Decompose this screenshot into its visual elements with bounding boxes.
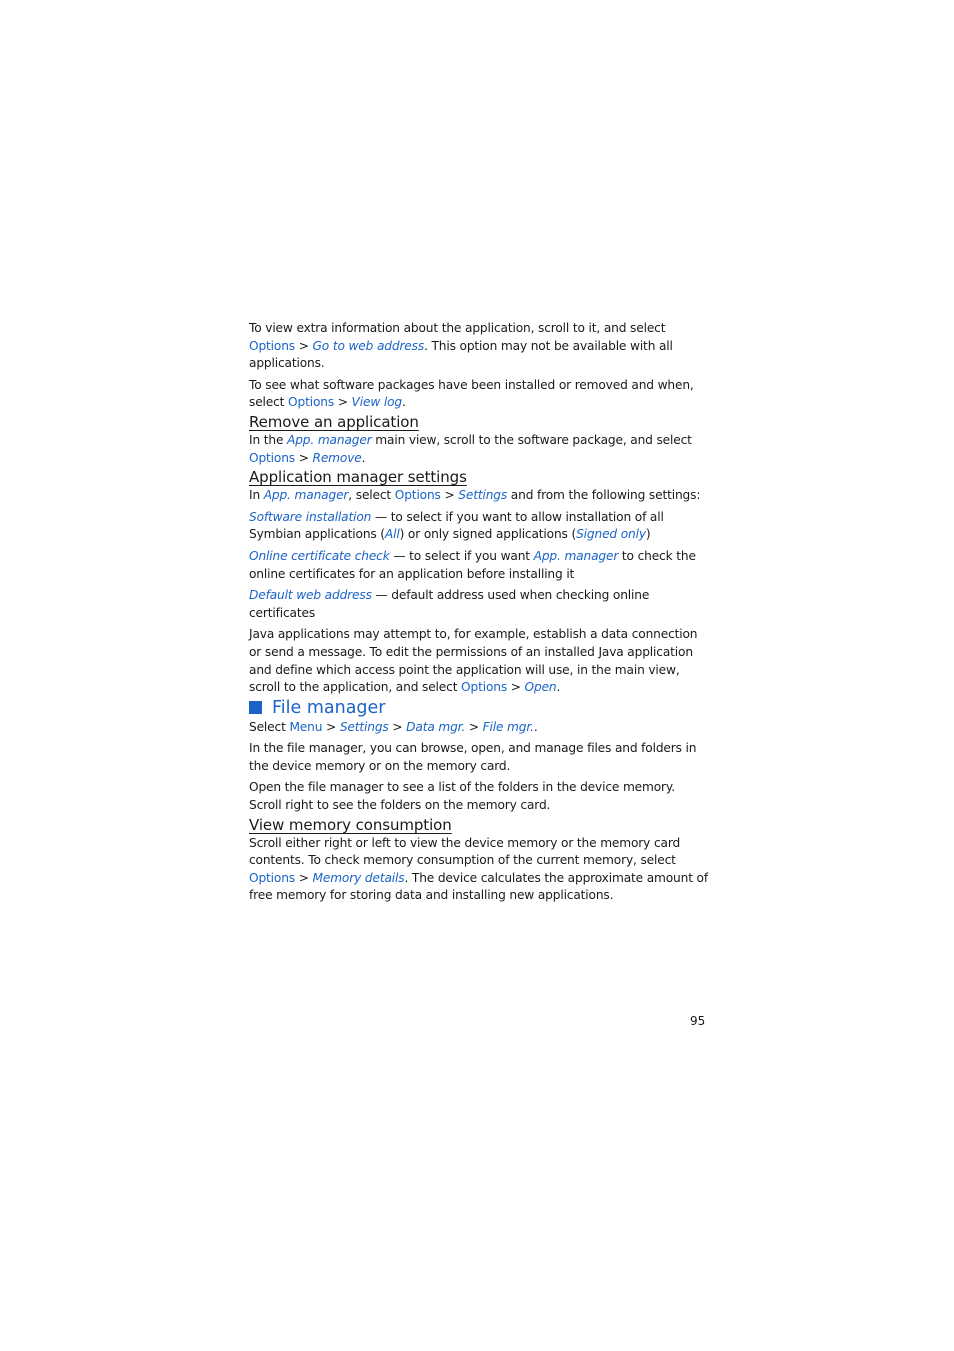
options-label: Options xyxy=(249,450,295,465)
setting-online-certificate-check: Online certificate check — to select if you want App. manager to check the online certificates for an application before installing it xyxy=(249,548,696,581)
setting-default-web-address: Default web address — default address used when checking online certificates xyxy=(249,588,650,620)
options-label: Options xyxy=(394,488,441,503)
settings-link: Settings xyxy=(458,488,508,503)
paragraph-view-log: To see what software packages have been installed or removed and when, select Options > View log. xyxy=(249,377,694,410)
paragraph-settings-intro: In App. manager, select Options > Settings and from the following settings: xyxy=(249,488,701,503)
heading-file-manager: File manager xyxy=(249,697,709,719)
menu-label: Menu xyxy=(289,719,323,734)
options-label: Options xyxy=(461,680,508,695)
memory-details-link: Memory details xyxy=(312,870,405,885)
square-bullet-icon xyxy=(249,701,262,714)
options-label: Options xyxy=(249,870,295,885)
app-manager-link: App. manager xyxy=(287,432,372,447)
heading-app-manager-settings: Application manager settings xyxy=(249,468,467,487)
default-web-address-link: Default web address xyxy=(249,588,372,603)
setting-software-installation: Software installation — to select if you want to allow installation of all Symbian applications (All) or only signed applications (Signed only) xyxy=(249,509,664,542)
file-mgr-link: File mgr. xyxy=(482,719,534,734)
options-label: Options xyxy=(288,395,335,410)
software-installation-link: Software installation xyxy=(249,509,372,524)
paragraph-file-manager-path: Select Menu > Settings > Data mgr. > File mgr.. xyxy=(249,719,538,734)
page-number: 95 xyxy=(690,1014,706,1028)
paragraph-file-manager-folders: Open the file manager to see a list of the folders in the device memory. Scroll right to see the folders on the memory card. xyxy=(249,780,675,813)
settings-link: Settings xyxy=(339,719,389,734)
remove-link: Remove xyxy=(312,450,362,465)
go-to-web-address-link: Go to web address xyxy=(312,338,425,353)
options-label: Options xyxy=(249,338,295,353)
all-link: All xyxy=(384,527,400,542)
paragraph-remove: In the App. manager main view, scroll to the software package, and select Options > Remove. xyxy=(249,432,692,465)
app-manager-link: App. manager xyxy=(263,488,349,503)
paragraph-extra-info: To view extra information about the application, scroll to it, and select Options > Go to web address. This option may not be available with all applications. xyxy=(249,321,673,371)
heading-view-memory: View memory consumption xyxy=(249,815,452,834)
heading-remove-application: Remove an application xyxy=(249,412,419,431)
paragraph-file-manager-desc: In the file manager, you can browse, open, and manage files and folders in the device memory or on the memory card. xyxy=(249,741,697,773)
data-mgr-link: Data mgr. xyxy=(406,719,466,734)
open-link: Open xyxy=(524,680,557,695)
online-certificate-check-link: Online certificate check xyxy=(249,548,390,563)
paragraph-java: Java applications may attempt to, for example, establish a data connection or send a message. To edit the permissions of an installed Java application and define which access point the application will use, in the main view, scroll to the application, and select Options > Open. xyxy=(249,627,698,695)
view-log-link: View log xyxy=(351,395,402,410)
signed-only-link: Signed only xyxy=(576,527,646,542)
paragraph-memory: Scroll either right or left to view the device memory or the memory card contents. To check memory consumption of the current memory, select Options > Memory details. The device calculates the approximate amount of free memory for storing data and installing new applications. xyxy=(249,835,709,903)
app-manager-link: App. manager xyxy=(533,548,619,563)
page-content xyxy=(249,320,709,905)
